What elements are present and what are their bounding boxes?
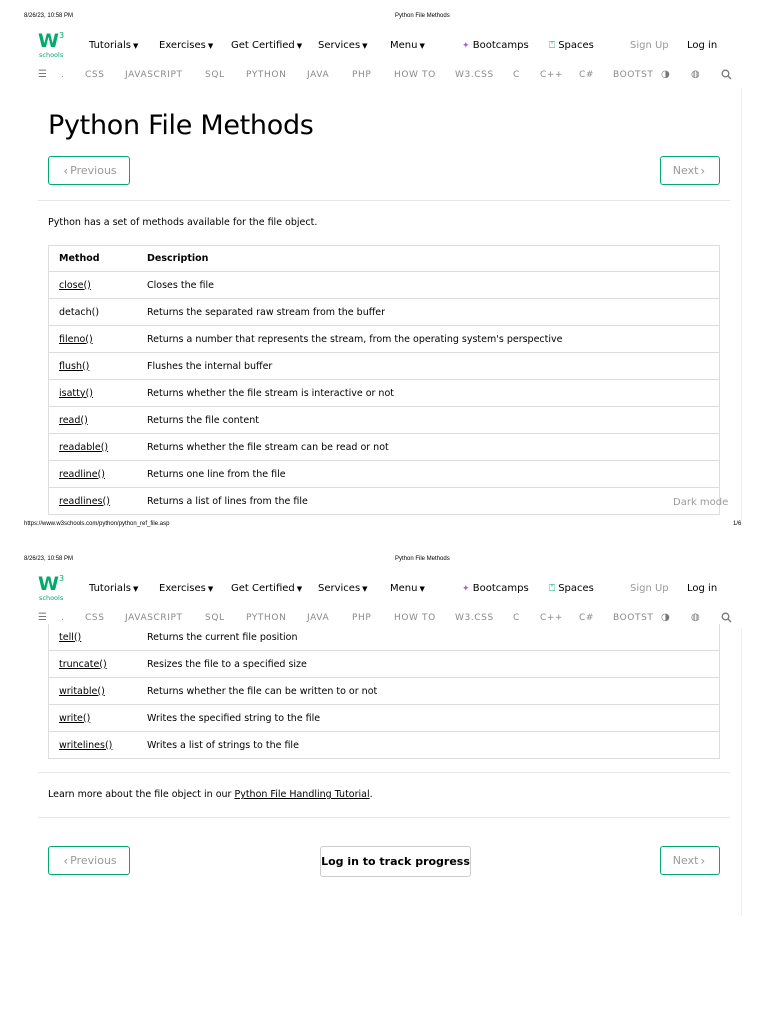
method-cell — [48, 678, 136, 705]
method-cell — [48, 651, 136, 678]
method-cell — [48, 299, 136, 326]
next-button[interactable]: Next › — [660, 156, 720, 185]
dark-mode-toggle[interactable]: Dark mode — [673, 497, 729, 508]
hamburger-menu-icon[interactable]: ☰ — [38, 612, 48, 623]
signup-link[interactable]: Sign Up — [630, 40, 669, 51]
method-link[interactable]: readable() — [59, 441, 109, 453]
chevron-left-icon: ‹ — [63, 853, 69, 868]
print-title: Python File Methods — [395, 13, 450, 19]
method-link: detach() — [59, 306, 100, 318]
subnav-css[interactable]: CSS — [85, 70, 105, 80]
subnav-bootstrap[interactable]: BOOTST — [613, 613, 654, 623]
table-row — [48, 407, 720, 434]
subnav-java[interactable]: JAVA — [307, 613, 330, 623]
table-row — [48, 299, 720, 326]
page-title: Python File Methods — [48, 110, 314, 141]
subnav-c[interactable]: C — [513, 613, 520, 623]
topic-subnav — [0, 68, 768, 84]
table-row — [48, 434, 720, 461]
print-date-2: 8/26/23, 10:58 PM — [24, 556, 74, 562]
learn-more-text: Learn more about the file object in our Python File Handling Tutorial. — [48, 789, 373, 800]
table-body-continued — [48, 624, 720, 759]
table-row — [48, 624, 720, 651]
search-icon[interactable] — [721, 612, 732, 626]
subnav-css[interactable]: CSS — [85, 613, 105, 623]
nav-services[interactable]: Services ▼ — [318, 40, 368, 51]
nav-services[interactable]: Services ▼ — [318, 583, 368, 594]
method-cell — [48, 461, 136, 488]
subnav-c[interactable]: C — [513, 70, 520, 80]
top-navbar-2 — [0, 573, 768, 605]
subnav-overflow-dot: . — [61, 613, 65, 623]
nav-tutorials[interactable]: Tutorials ▼ — [89, 40, 139, 51]
table-body — [48, 272, 720, 515]
subnav-bootstrap[interactable]: BOOTST — [613, 70, 654, 80]
table-row — [48, 461, 720, 488]
subnav-w3css[interactable]: W3.CSS — [455, 70, 494, 80]
intro-text: Python has a set of methods available for the file object. — [48, 217, 318, 228]
nav-bootcamps[interactable]: ✦ Bootcamps — [462, 583, 529, 594]
chevron-left-icon: ‹ — [63, 163, 69, 178]
w3schools-logo-icon — [38, 573, 70, 603]
column-header-method: Method — [48, 245, 136, 272]
method-cell — [48, 272, 136, 299]
table-row — [48, 488, 720, 515]
nav-exercises[interactable]: Exercises ▼ — [159, 40, 214, 51]
description-cell: Flushes the internal buffer — [136, 353, 720, 380]
method-link[interactable]: fileno() — [59, 333, 93, 345]
subnav-php[interactable]: PHP — [352, 70, 372, 80]
description-cell: Returns whether the file stream can be read or not — [136, 434, 720, 461]
description-cell: Returns a number that represents the stream, from the operating system's perspective — [136, 326, 720, 353]
chevron-right-icon: › — [700, 853, 706, 868]
divider — [38, 200, 730, 201]
subnav-how-to[interactable]: HOW TO — [394, 613, 436, 623]
next-button-bottom[interactable]: Next › — [660, 846, 720, 875]
scrollbar-track — [741, 88, 742, 520]
table-row — [48, 353, 720, 380]
method-link[interactable]: writelines() — [59, 739, 113, 751]
method-link[interactable]: readline() — [59, 468, 105, 480]
spaces-icon: ⍞ — [549, 583, 555, 594]
description-cell: Returns whether the file can be written to or not — [136, 678, 720, 705]
table-header-row — [48, 245, 720, 272]
column-header-description: Description — [136, 245, 720, 272]
nav-menu[interactable]: Menu ▼ — [390, 40, 425, 51]
sparkle-icon: ✦ — [462, 584, 470, 594]
svg-text:schools: schools — [39, 51, 64, 59]
svg-text:W: W — [38, 30, 59, 52]
table-row — [48, 651, 720, 678]
method-cell — [48, 434, 136, 461]
description-cell: Writes a list of strings to the file — [136, 732, 720, 759]
subnav-how-to[interactable]: HOW TO — [394, 70, 436, 80]
contrast-toggle-icon[interactable]: ◑ — [661, 612, 671, 623]
method-link[interactable]: readlines() — [59, 495, 110, 507]
scrollbar-track-2 — [741, 628, 742, 916]
track-progress-button[interactable]: Log in to track progress — [320, 846, 471, 877]
method-cell — [48, 326, 136, 353]
svg-text:W: W — [38, 573, 59, 595]
methods-table — [48, 245, 720, 515]
method-link[interactable]: flush() — [59, 360, 90, 372]
w3schools-logo[interactable] — [38, 30, 70, 60]
method-link[interactable]: isatty() — [59, 387, 93, 399]
table-row — [48, 705, 720, 732]
table-row — [48, 380, 720, 407]
nav-bootcamps[interactable]: ✦ Bootcamps — [462, 40, 529, 51]
globe-icon[interactable]: ◍ — [691, 69, 701, 80]
table-row — [48, 678, 720, 705]
subnav-php[interactable]: PHP — [352, 613, 372, 623]
table-row — [48, 326, 720, 353]
previous-button[interactable]: ‹ Previous — [48, 156, 130, 185]
description-cell: Resizes the file to a specified size — [136, 651, 720, 678]
method-link[interactable]: write() — [59, 712, 91, 724]
table-row — [48, 272, 720, 299]
nav-get-certified[interactable]: Get Certified ▼ — [231, 583, 303, 594]
subnav-cpp[interactable]: C++ — [540, 613, 564, 623]
method-link[interactable]: read() — [59, 414, 88, 426]
sparkle-icon: ✦ — [462, 41, 470, 51]
svg-text:3: 3 — [59, 574, 65, 583]
print-url: https://www.w3schools.com/python/python_ref_file.asp — [24, 521, 170, 527]
signup-link[interactable]: Sign Up — [630, 583, 669, 594]
login-link[interactable]: Log in — [687, 583, 718, 594]
method-cell — [48, 705, 136, 732]
subnav-python[interactable]: PYTHON — [246, 70, 287, 80]
python-file-handling-tutorial-link[interactable]: Python File Handling Tutorial — [234, 789, 370, 800]
method-cell — [48, 407, 136, 434]
description-cell: Writes the specified string to the file — [136, 705, 720, 732]
description-cell: Returns the current file position — [136, 624, 720, 651]
globe-icon[interactable]: ◍ — [691, 612, 701, 623]
nav-menu[interactable]: Menu ▼ — [390, 583, 425, 594]
description-cell: Closes the file — [136, 272, 720, 299]
contrast-toggle-icon[interactable]: ◑ — [661, 69, 671, 80]
description-cell: Returns a list of lines from the file — [136, 488, 720, 515]
subnav-sql[interactable]: SQL — [205, 70, 225, 80]
divider — [38, 772, 730, 773]
spaces-icon: ⍞ — [549, 40, 555, 51]
description-cell: Returns the file content — [136, 407, 720, 434]
nav-exercises[interactable]: Exercises ▼ — [159, 583, 214, 594]
print-date: 8/26/23, 10:58 PM — [24, 13, 74, 19]
method-cell — [48, 732, 136, 759]
subnav-sql[interactable]: SQL — [205, 613, 225, 623]
subnav-javascript[interactable]: JAVASCRIPT — [125, 70, 183, 80]
search-icon[interactable] — [721, 69, 732, 83]
subnav-csharp[interactable]: C# — [579, 613, 595, 623]
subnav-cpp[interactable]: C++ — [540, 70, 564, 80]
method-link[interactable]: writable() — [59, 685, 105, 697]
methods-table-continued — [48, 624, 720, 759]
login-link[interactable]: Log in — [687, 40, 718, 51]
nav-get-certified[interactable]: Get Certified ▼ — [231, 40, 303, 51]
svg-text:3: 3 — [59, 31, 65, 40]
chevron-right-icon: › — [700, 163, 706, 178]
subnav-javascript[interactable]: JAVASCRIPT — [125, 613, 183, 623]
method-link[interactable]: tell() — [59, 631, 82, 643]
print-page-number: 1/6 — [733, 521, 742, 527]
subnav-csharp[interactable]: C# — [579, 70, 595, 80]
method-cell — [48, 380, 136, 407]
previous-button-bottom[interactable]: ‹ Previous — [48, 846, 130, 875]
nav-spaces[interactable]: ⍞ Spaces — [549, 40, 594, 51]
subnav-w3css[interactable]: W3.CSS — [455, 613, 494, 623]
svg-text:schools: schools — [39, 594, 64, 602]
method-cell — [48, 353, 136, 380]
description-cell: Returns whether the file stream is interactive or not — [136, 380, 720, 407]
w3schools-logo-2[interactable] — [38, 573, 70, 603]
method-cell — [48, 624, 136, 651]
hamburger-menu-icon[interactable]: ☰ — [38, 69, 48, 80]
subnav-overflow-dot: . — [61, 70, 65, 80]
w3schools-logo-icon — [38, 30, 70, 60]
description-cell: Returns the separated raw stream from the buffer — [136, 299, 720, 326]
print-title-2: Python File Methods — [395, 556, 450, 562]
method-cell — [48, 488, 136, 515]
subnav-python[interactable]: PYTHON — [246, 613, 287, 623]
method-link[interactable]: truncate() — [59, 658, 107, 670]
nav-spaces[interactable]: ⍞ Spaces — [549, 583, 594, 594]
subnav-java[interactable]: JAVA — [307, 70, 330, 80]
top-navbar — [0, 30, 768, 62]
nav-tutorials[interactable]: Tutorials ▼ — [89, 583, 139, 594]
divider — [38, 817, 730, 818]
table-row — [48, 732, 720, 759]
description-cell: Returns one line from the file — [136, 461, 720, 488]
method-link[interactable]: close() — [59, 279, 91, 291]
